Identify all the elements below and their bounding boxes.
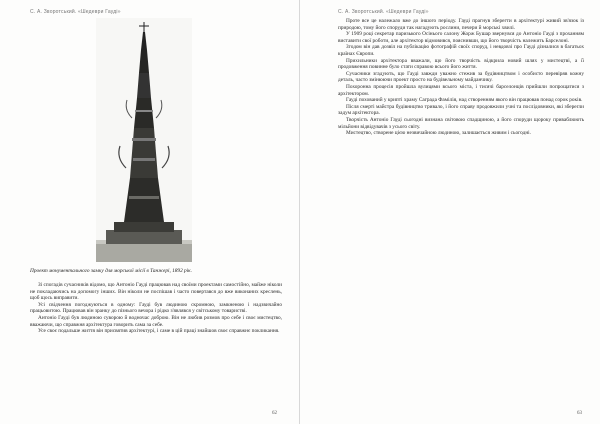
paragraph: Усе своє подальше життя він присвятив архітектурі, і саме в цій праці знайшов своє справжнє покликання. [38, 328, 280, 335]
right-body-text [338, 18, 584, 137]
paragraph: У 1909 році секретар паризького Осінього салону Жорж Бушар звернувся до Антоніо Гауді з проханням виставити свої роботи, але архітектор відмовився, пояснивши, що його творчість належить Барселоні. [338, 31, 584, 44]
paragraph: Згодом він дав дозвіл на публікацію фотографій своїх споруд, і невдовзі про Гауді дізналися в багатьох країнах Європи. [338, 44, 584, 57]
figure-caption: Проект монументального замку для морської місії в Танжері, 1892 рік. [30, 268, 192, 274]
paragraph: Проте все це належало вже до іншого періоду. Гауді прагнув зберегти в архітектурі живий зв'язок із природою, тому його споруди так нагадують рослини, печери й морські хвилі. [338, 18, 584, 31]
paragraph: Творчість Антоніо Гауді сьогодні визнана світовою спадщиною, а його споруди щороку приваблюють мільйони відвідувачів з усього світу. [338, 116, 584, 130]
paragraph: Усі свідчення погоджуються в одному: Гауді був людиною скромною, замкненою і надзвичайно працьовитою. Працював він зранку до пізнього вечора і рідко з'являвся у світському товаристві. [30, 301, 282, 315]
paragraph: Після смерті майстра будівництво тривало, і його справу продовжили учні та послідовники, які зберегли задум архітектора. [338, 103, 584, 117]
running-header-right: С. А. Зворотський. «Шедеври Гауді» [338, 9, 429, 15]
left-body-text [30, 282, 282, 335]
paragraph: Антоніо Гауді був людиною суворою й водночас доброю. Він не любив розмов про себе і своє мистецтво, вважаючи, що справжня архітектура говорить сама за себе. [30, 314, 282, 328]
page-number-left: 62 [272, 411, 277, 416]
paragraph: Мистецтво, створене цією незвичайною людиною, залишається живим і сьогодні. [346, 130, 531, 137]
right-page [300, 0, 600, 424]
paragraph: Гауді похований у крипті храму Саграда Фамілія, над створенням якого він працював понад сорок років. [346, 97, 583, 104]
paragraph: Сучасники згадують, що Гауді завжди уважно стежив за будівництвом і особисто перевіряв кожну деталь, часто змінюючи проект просто на будівельному майданчику. [338, 70, 584, 84]
running-header-left: С. А. Зворотський. «Шедеври Гауді» [30, 9, 121, 15]
page-number-right: 63 [577, 411, 582, 416]
tower-illustration [96, 18, 192, 262]
paragraph: Зі спогадів сучасників відомо, що Антоніо Гауді працював над своїми проектами самостійно, майже ніколи не покладаючись на допомогу інших. Він ніколи не поспішав і часто повертався до вже виконаних креслень, щоб щось виправити. [30, 282, 282, 302]
paragraph: Прихильники архітектора вважали, що його творчість відкрила новий шлях у мистецтві, а її продовження повинне було стати справою всього його життя. [338, 57, 584, 71]
paragraph: Похоронна процесія пройшла вулицями всього міста, і тисячі барселонців прийшли попрощатися з архітектором. [338, 83, 584, 97]
